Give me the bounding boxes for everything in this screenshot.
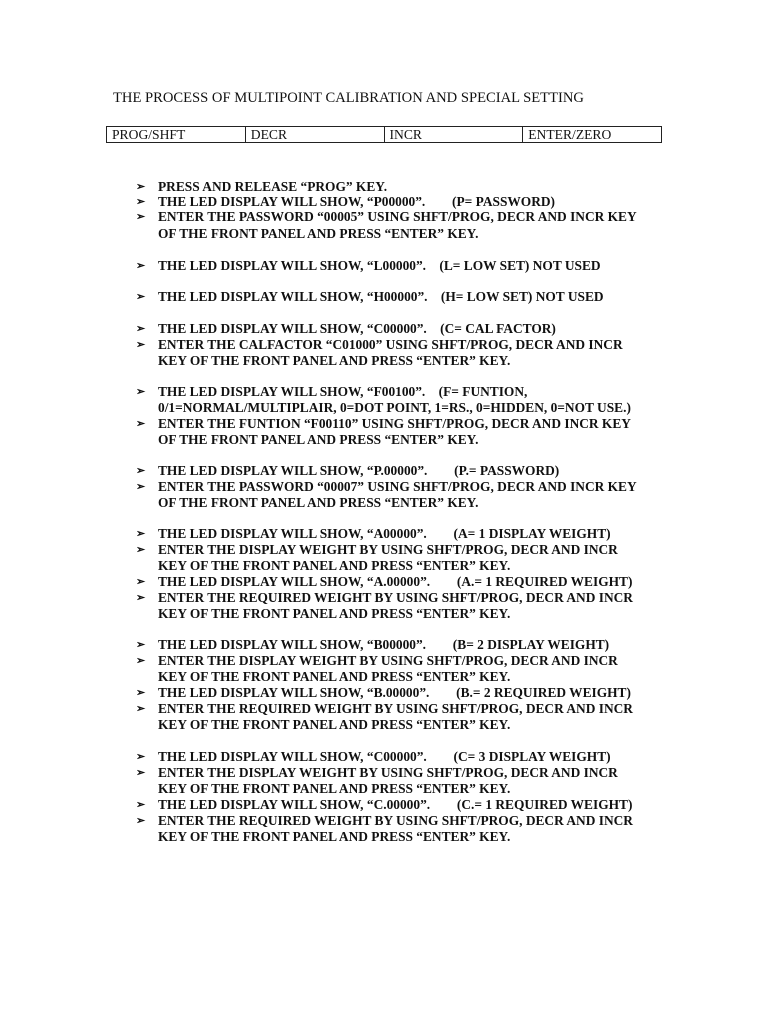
list-item-text: OF THE FRONT PANEL AND PRESS “ENTER” KEY. — [158, 432, 479, 447]
list-item — [136, 289, 604, 305]
list-item-text: THE LED DISPLAY WILL SHOW, “P00000”. (P= PASSWORD) — [158, 194, 556, 209]
list-item — [136, 749, 611, 765]
list-item — [158, 717, 510, 733]
arrow-bullet-icon: ➢ — [136, 211, 146, 223]
arrow-bullet-icon: ➢ — [136, 703, 146, 715]
list-item-text: KEY OF THE FRONT PANEL AND PRESS “ENTER” KEY. — [158, 781, 511, 796]
arrow-bullet-icon: ➢ — [136, 655, 146, 667]
arrow-bullet-icon: ➢ — [136, 323, 146, 335]
list-item — [136, 590, 633, 606]
list-item — [136, 637, 610, 653]
list-item — [158, 781, 510, 797]
key-cell-incr: INCR — [384, 127, 523, 143]
list-item-text: ENTER THE DISPLAY WEIGHT BY USING SHFT/PROG, DECR AND INCR — [158, 542, 618, 557]
page-title: THE PROCESS OF MULTIPOINT CALIBRATION AND SPECIAL SETTING — [113, 90, 584, 106]
list-item — [136, 479, 637, 495]
list-item — [158, 226, 478, 242]
list-item-text: THE LED DISPLAY WILL SHOW, “C.00000”. (C.= 1 REQUIRED WEIGHT) — [158, 797, 633, 812]
arrow-bullet-icon: ➢ — [136, 291, 146, 303]
arrow-bullet-icon: ➢ — [136, 181, 146, 193]
list-item — [136, 653, 618, 669]
key-cell-enter-zero: ENTER/ZERO — [523, 127, 662, 143]
list-item-text: 0/1=NORMAL/MULTIPLAIR, 0=DOT POINT, 1=RS., 0=HIDDEN, 0=NOT USE.) — [158, 400, 631, 415]
list-item-text: THE LED DISPLAY WILL SHOW, “C00000”. (C= CAL FACTOR) — [158, 321, 556, 336]
list-item-text: THE LED DISPLAY WILL SHOW, “P.00000”. (P.= PASSWORD) — [158, 463, 560, 478]
list-item-text: ENTER THE PASSWORD “00007” USING SHFT/PROG, DECR AND INCR KEY — [158, 479, 637, 494]
list-item — [136, 258, 601, 274]
arrow-bullet-icon: ➢ — [136, 339, 146, 351]
list-item — [136, 797, 633, 813]
list-item-text: ENTER THE REQUIRED WEIGHT BY USING SHFT/PROG, DECR AND INCR — [158, 813, 633, 828]
list-item-text: THE LED DISPLAY WILL SHOW, “L00000”. (L= LOW SET) NOT USED — [158, 258, 601, 273]
arrow-bullet-icon: ➢ — [136, 815, 146, 827]
list-item — [136, 526, 611, 542]
list-item-text: THE LED DISPLAY WILL SHOW, “A.00000”. (A.= 1 REQUIRED WEIGHT) — [158, 574, 633, 589]
list-item — [136, 179, 388, 195]
list-item — [158, 400, 631, 416]
list-item — [136, 701, 633, 717]
list-item-text: THE LED DISPLAY WILL SHOW, “B00000”. (B= 2 DISPLAY WEIGHT) — [158, 637, 610, 652]
list-item-text: THE LED DISPLAY WILL SHOW, “A00000”. (A= 1 DISPLAY WEIGHT) — [158, 526, 611, 541]
list-item — [136, 765, 618, 781]
list-item-text: KEY OF THE FRONT PANEL AND PRESS “ENTER” KEY. — [158, 558, 511, 573]
list-item — [136, 384, 528, 400]
arrow-bullet-icon: ➢ — [136, 639, 146, 651]
list-item-text: THE LED DISPLAY WILL SHOW, “B.00000”. (B.= 2 REQUIRED WEIGHT) — [158, 685, 631, 700]
list-item-text: OF THE FRONT PANEL AND PRESS “ENTER” KEY. — [158, 495, 479, 510]
list-item-text: ENTER THE REQUIRED WEIGHT BY USING SHFT/PROG, DECR AND INCR — [158, 590, 633, 605]
arrow-bullet-icon: ➢ — [136, 386, 146, 398]
list-item — [136, 463, 560, 479]
arrow-bullet-icon: ➢ — [136, 751, 146, 763]
list-item-text: ENTER THE CALFACTOR “C01000” USING SHFT/PROG, DECR AND INCR — [158, 337, 623, 352]
list-item-text: KEY OF THE FRONT PANEL AND PRESS “ENTER” KEY. — [158, 717, 511, 732]
list-item — [136, 194, 556, 210]
list-item — [158, 495, 478, 511]
list-item — [136, 416, 631, 432]
list-item-text: ENTER THE DISPLAY WEIGHT BY USING SHFT/PROG, DECR AND INCR — [158, 653, 618, 668]
arrow-bullet-icon: ➢ — [136, 799, 146, 811]
arrow-bullet-icon: ➢ — [136, 418, 146, 430]
list-item — [136, 337, 623, 353]
list-item — [158, 353, 510, 369]
arrow-bullet-icon: ➢ — [136, 196, 146, 208]
arrow-bullet-icon: ➢ — [136, 687, 146, 699]
list-item-text: ENTER THE REQUIRED WEIGHT BY USING SHFT/PROG, DECR AND INCR — [158, 701, 633, 716]
list-item-text: KEY OF THE FRONT PANEL AND PRESS “ENTER” KEY. — [158, 829, 511, 844]
key-cell-prog-shft: PROG/SHFT — [107, 127, 246, 143]
list-item — [158, 606, 510, 622]
list-item-text: THE LED DISPLAY WILL SHOW, “C00000”. (C= 3 DISPLAY WEIGHT) — [158, 749, 611, 764]
list-item — [158, 558, 510, 574]
list-item-text: THE LED DISPLAY WILL SHOW, “F00100”. (F= FUNTION, — [158, 384, 528, 399]
arrow-bullet-icon: ➢ — [136, 481, 146, 493]
list-item-text: KEY OF THE FRONT PANEL AND PRESS “ENTER” KEY. — [158, 606, 511, 621]
list-item-text: ENTER THE FUNTION “F00110” USING SHFT/PROG, DECR AND INCR KEY — [158, 416, 631, 431]
list-item — [136, 542, 618, 558]
list-item — [158, 432, 478, 448]
arrow-bullet-icon: ➢ — [136, 528, 146, 540]
arrow-bullet-icon: ➢ — [136, 576, 146, 588]
arrow-bullet-icon: ➢ — [136, 260, 146, 272]
list-item — [158, 669, 510, 685]
key-cell-decr: DECR — [245, 127, 384, 143]
arrow-bullet-icon: ➢ — [136, 465, 146, 477]
arrow-bullet-icon: ➢ — [136, 767, 146, 779]
list-item-text: KEY OF THE FRONT PANEL AND PRESS “ENTER” KEY. — [158, 353, 511, 368]
arrow-bullet-icon: ➢ — [136, 544, 146, 556]
list-item — [136, 574, 633, 590]
list-item-text: THE LED DISPLAY WILL SHOW, “H00000”. (H= LOW SET) NOT USED — [158, 289, 604, 304]
list-item — [136, 685, 631, 701]
list-item-text: PRESS AND RELEASE “PROG” KEY. — [158, 179, 388, 194]
list-item — [136, 209, 637, 225]
list-item-text: ENTER THE PASSWORD “00005” USING SHFT/PROG, DECR AND INCR KEY — [158, 209, 637, 224]
list-item — [158, 829, 510, 845]
list-item — [136, 321, 556, 337]
arrow-bullet-icon: ➢ — [136, 592, 146, 604]
list-item — [136, 813, 633, 829]
list-item-text: KEY OF THE FRONT PANEL AND PRESS “ENTER” KEY. — [158, 669, 511, 684]
list-item-text: OF THE FRONT PANEL AND PRESS “ENTER” KEY. — [158, 226, 479, 241]
list-item-text: ENTER THE DISPLAY WEIGHT BY USING SHFT/PROG, DECR AND INCR — [158, 765, 618, 780]
